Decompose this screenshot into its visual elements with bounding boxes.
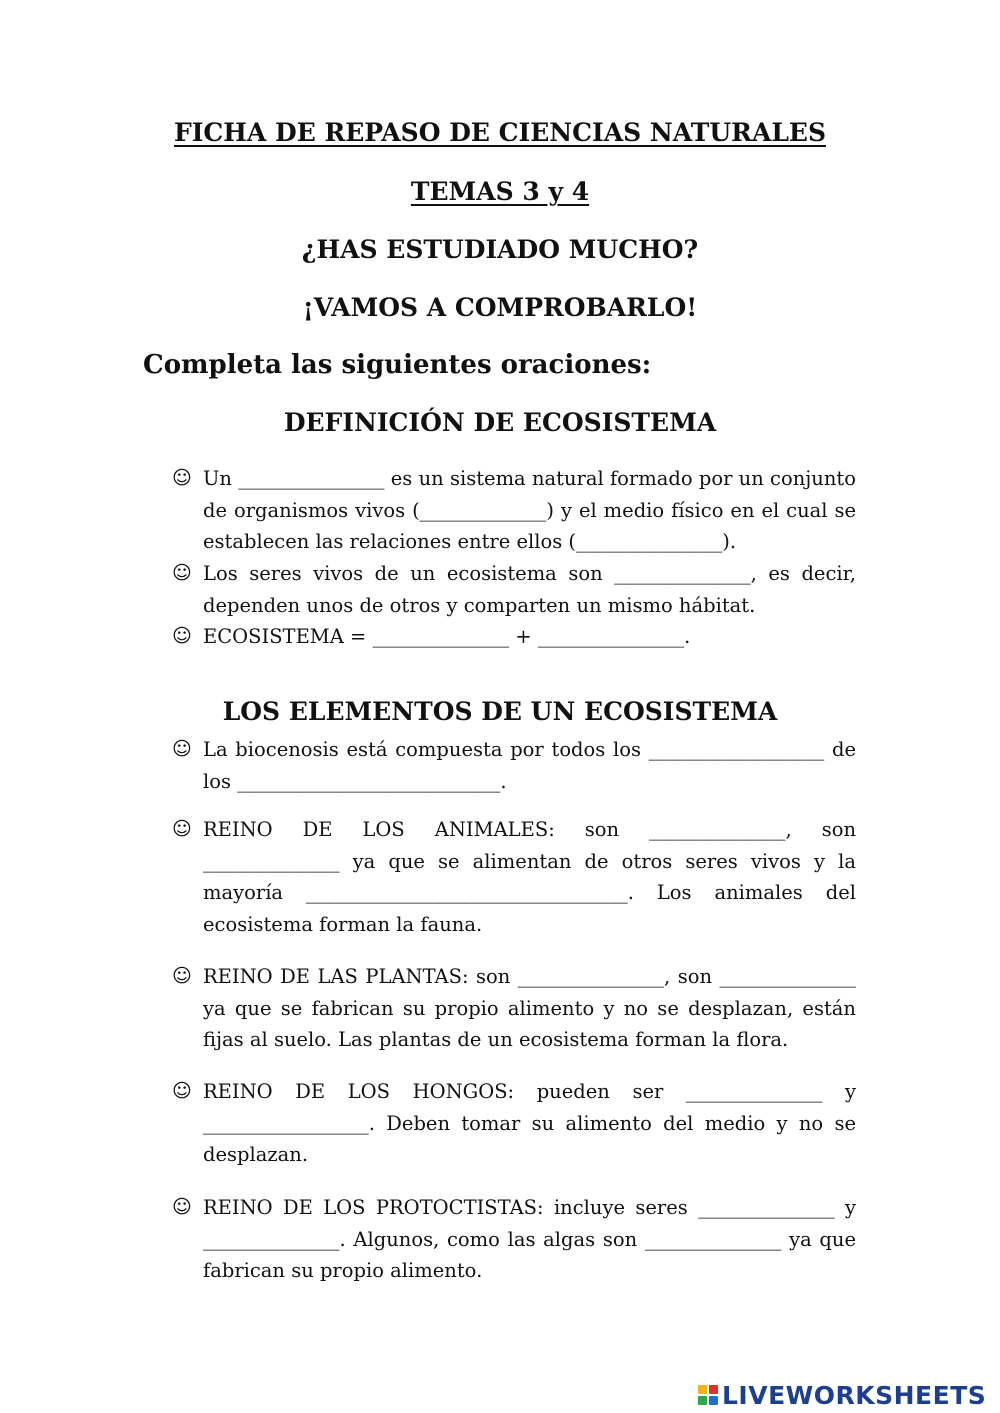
- exclaim-heading: ¡VAMOS A COMPROBARLO!: [302, 293, 698, 322]
- liveworksheets-logo[interactable]: [698, 1380, 986, 1410]
- question-heading: ¿HAS ESTUDIADO MUCHO?: [301, 235, 699, 264]
- list-item: ☺ REINO DE LOS HONGOS: pueden ser ______________ y _________________. Deben tomar su alimento del medio y no se desplazan.: [172, 1076, 856, 1171]
- section-heading-definition: DEFINICIÓN DE ECOSISTEMA: [283, 408, 717, 437]
- list-item: ☺ REINO DE LOS PROTOCTISTAS: incluye seres ______________ y ______________. Algunos, como las algas son ______________ ya que fabrican su propio alimento.: [172, 1192, 856, 1287]
- smiley-icon: ☺: [172, 562, 192, 584]
- smiley-icon: ☺: [172, 625, 192, 647]
- page-title: FICHA DE REPASO DE CIENCIAS NATURALES: [173, 118, 827, 147]
- smiley-icon: ☺: [172, 738, 192, 760]
- logo-mark-icon: [698, 1385, 718, 1405]
- smiley-icon: ☺: [172, 467, 192, 489]
- section-heading-elements: LOS ELEMENTOS DE UN ECOSISTEMA: [222, 697, 778, 726]
- smiley-icon: ☺: [172, 818, 192, 840]
- list-item: ☺ REINO DE LAS PLANTAS: son _______________, son ______________ ya que se fabrican su propio alimento y no se desplazan, están fijas al suelo. Las plantas de un ecosistema forman la flora.: [172, 961, 856, 1056]
- logo-square: [698, 1396, 707, 1405]
- list-item: ☺ REINO DE LOS ANIMALES: son ______________, son ______________ ya que se alimentan de otros seres vivos y la mayoría _________________________________. Los animales del ecosistema forman la fauna.: [172, 814, 856, 940]
- logo-square: [698, 1385, 707, 1394]
- list-item: ☺ ECOSISTEMA = ______________ + _______________.: [172, 621, 856, 653]
- list-item: ☺ Un _______________ es un sistema natural formado por un conjunto de organismos vivos (_____________) y el medio físico en el cual se establecen las relaciones entre ellos (_______________).: [172, 463, 856, 558]
- smiley-icon: ☺: [172, 965, 192, 987]
- list-item: ☺ La biocenosis está compuesta por todos los __________________ de los ___________________________.: [172, 734, 856, 797]
- smiley-icon: ☺: [172, 1196, 192, 1218]
- logo-square: [709, 1396, 718, 1405]
- logo-text: LIVEWORKSHEETS: [722, 1380, 987, 1410]
- smiley-icon: ☺: [172, 1080, 192, 1102]
- topics-subtitle: TEMAS 3 y 4: [410, 177, 590, 206]
- logo-square: [709, 1385, 718, 1394]
- instruction-text: Completa las siguientes oraciones:: [143, 350, 652, 380]
- list-item: ☺ Los seres vivos de un ecosistema son ______________, es decir, dependen unos de otros y comparten un mismo hábitat.: [172, 558, 856, 621]
